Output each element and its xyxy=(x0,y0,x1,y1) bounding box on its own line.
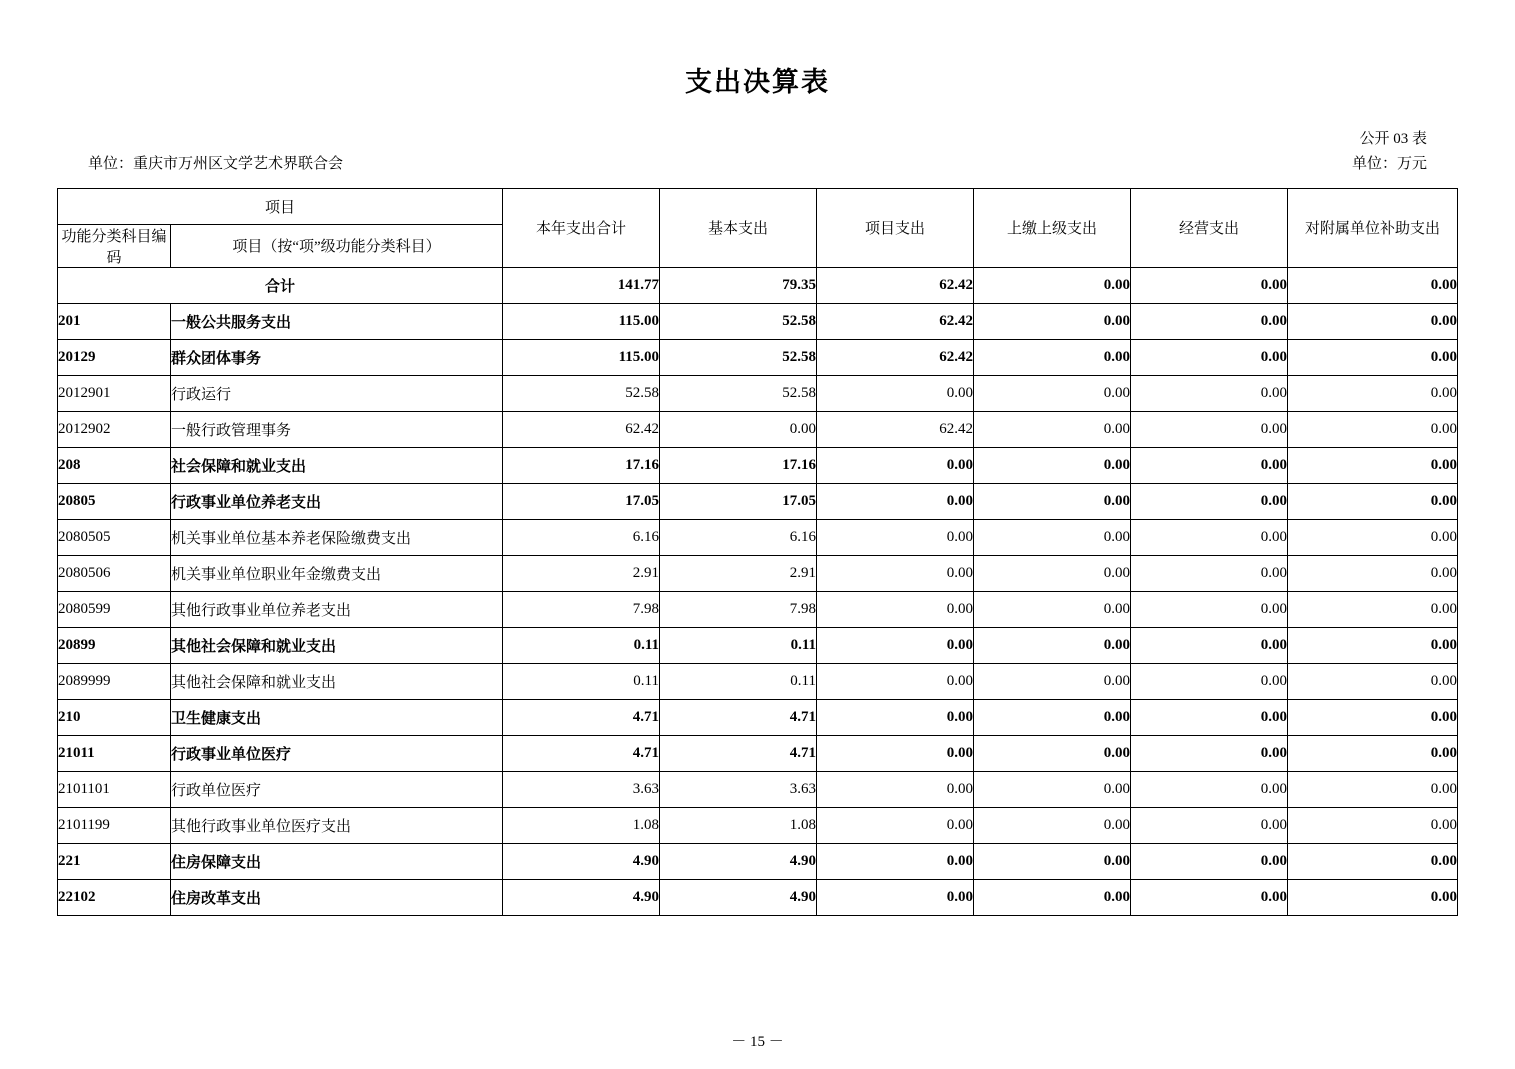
row-value-5: 0.00 xyxy=(1131,483,1288,519)
row-value-3: 0.00 xyxy=(817,519,974,555)
row-value-4: 0.00 xyxy=(974,339,1131,375)
row-value-3: 0.00 xyxy=(817,663,974,699)
header-col-total: 本年支出合计 xyxy=(503,188,660,267)
row-value-5: 0.00 xyxy=(1131,807,1288,843)
row-value-3: 0.00 xyxy=(817,735,974,771)
row-value-1: 17.05 xyxy=(503,483,660,519)
row-value-1: 1.08 xyxy=(503,807,660,843)
row-value-2: 1.08 xyxy=(660,807,817,843)
row-value-2: 17.05 xyxy=(660,483,817,519)
row-value-4: 0.00 xyxy=(974,555,1131,591)
row-value-6: 0.00 xyxy=(1288,771,1458,807)
row-code: 221 xyxy=(57,843,170,879)
row-value-4: 0.00 xyxy=(974,591,1131,627)
row-name: 其他行政事业单位养老支出 xyxy=(170,591,502,627)
row-name: 其他社会保障和就业支出 xyxy=(170,663,502,699)
row-value-2: 0.00 xyxy=(660,411,817,447)
row-name: 行政运行 xyxy=(170,375,502,411)
row-value-6: 0.00 xyxy=(1288,375,1458,411)
row-value-2: 52.58 xyxy=(660,375,817,411)
row-value-6: 0.00 xyxy=(1288,627,1458,663)
row-value-1: 0.11 xyxy=(503,663,660,699)
header-col-project: 项目支出 xyxy=(817,188,974,267)
header-col-name: 项目（按“项”级功能分类科目） xyxy=(170,224,502,267)
row-value-5: 0.00 xyxy=(1131,843,1288,879)
row-code: 2101199 xyxy=(57,807,170,843)
row-name: 群众团体事务 xyxy=(170,339,502,375)
table-row xyxy=(57,807,1457,843)
row-value-5: 0.00 xyxy=(1131,699,1288,735)
row-value-5: 0.00 xyxy=(1131,555,1288,591)
row-value-3: 62.42 xyxy=(817,411,974,447)
row-name: 社会保障和就业支出 xyxy=(170,447,502,483)
row-name: 行政事业单位医疗 xyxy=(170,735,502,771)
table-row xyxy=(57,879,1457,915)
row-name: 一般行政管理事务 xyxy=(170,411,502,447)
row-value-4: 0.00 xyxy=(974,483,1131,519)
row-value-3: 0.00 xyxy=(817,699,974,735)
row-value-4: 0.00 xyxy=(974,519,1131,555)
row-value-4: 0.00 xyxy=(974,879,1131,915)
row-value-6: 0.00 xyxy=(1288,591,1458,627)
row-value-3: 0.00 xyxy=(817,591,974,627)
row-value-6: 0.00 xyxy=(1288,555,1458,591)
table-row xyxy=(57,519,1457,555)
row-value-2: 52.58 xyxy=(660,339,817,375)
row-code: 2080599 xyxy=(57,591,170,627)
row-code: 22102 xyxy=(57,879,170,915)
header-col-upper: 上缴上级支出 xyxy=(974,188,1131,267)
row-value-5: 0.00 xyxy=(1131,771,1288,807)
row-value-6: 0.00 xyxy=(1288,519,1458,555)
row-value-1: 6.16 xyxy=(503,519,660,555)
row-value-1: 7.98 xyxy=(503,591,660,627)
table-row xyxy=(57,699,1457,735)
row-value-3: 0.00 xyxy=(817,447,974,483)
row-value-4: 0.00 xyxy=(974,735,1131,771)
table-row xyxy=(57,591,1457,627)
row-name: 行政事业单位养老支出 xyxy=(170,483,502,519)
row-value-4: 0.00 xyxy=(974,699,1131,735)
row-value-1: 62.42 xyxy=(503,411,660,447)
total-value-3: 62.42 xyxy=(817,267,974,303)
row-value-3: 0.00 xyxy=(817,843,974,879)
row-value-5: 0.00 xyxy=(1131,879,1288,915)
header-col-operating: 经营支出 xyxy=(1131,188,1288,267)
row-code: 2080505 xyxy=(57,519,170,555)
total-label: 合计 xyxy=(57,267,502,303)
row-value-6: 0.00 xyxy=(1288,879,1458,915)
row-code: 20899 xyxy=(57,627,170,663)
row-name: 其他行政事业单位医疗支出 xyxy=(170,807,502,843)
row-value-4: 0.00 xyxy=(974,627,1131,663)
row-value-1: 4.90 xyxy=(503,843,660,879)
row-name: 住房保障支出 xyxy=(170,843,502,879)
row-value-2: 17.16 xyxy=(660,447,817,483)
row-code: 2089999 xyxy=(57,663,170,699)
row-value-2: 4.90 xyxy=(660,879,817,915)
row-value-1: 0.11 xyxy=(503,627,660,663)
row-name: 行政单位医疗 xyxy=(170,771,502,807)
row-value-4: 0.00 xyxy=(974,807,1131,843)
table-row xyxy=(57,663,1457,699)
table-header xyxy=(57,188,1457,267)
row-code: 210 xyxy=(57,699,170,735)
row-value-6: 0.00 xyxy=(1288,699,1458,735)
header-col-code: 功能分类科目编码 xyxy=(57,224,170,267)
row-value-5: 0.00 xyxy=(1131,519,1288,555)
row-value-6: 0.00 xyxy=(1288,483,1458,519)
row-value-3: 0.00 xyxy=(817,771,974,807)
amount-unit-label: 单位：万元 xyxy=(1351,156,1427,172)
row-value-2: 4.90 xyxy=(660,843,817,879)
row-value-1: 4.90 xyxy=(503,879,660,915)
table-row xyxy=(57,411,1457,447)
total-value-1: 141.77 xyxy=(503,267,660,303)
row-value-1: 2.91 xyxy=(503,555,660,591)
row-value-6: 0.00 xyxy=(1288,735,1458,771)
row-value-5: 0.00 xyxy=(1131,411,1288,447)
row-code: 2012901 xyxy=(57,375,170,411)
table-row-total xyxy=(57,267,1457,303)
unit-line xyxy=(0,148,1515,178)
header-col-basic: 基本支出 xyxy=(660,188,817,267)
header-group-item: 项目 xyxy=(57,188,502,224)
table-row xyxy=(57,375,1457,411)
total-value-4: 0.00 xyxy=(974,267,1131,303)
page-number: － 15 － xyxy=(731,1034,784,1050)
table-row xyxy=(57,555,1457,591)
row-code: 2080506 xyxy=(57,555,170,591)
row-code: 21011 xyxy=(57,735,170,771)
row-code: 20805 xyxy=(57,483,170,519)
table-body xyxy=(57,267,1457,915)
row-name: 其他社会保障和就业支出 xyxy=(170,627,502,663)
table-row xyxy=(57,627,1457,663)
row-value-5: 0.00 xyxy=(1131,591,1288,627)
row-value-6: 0.00 xyxy=(1288,843,1458,879)
table-row xyxy=(57,843,1457,879)
row-value-4: 0.00 xyxy=(974,663,1131,699)
row-code: 2012902 xyxy=(57,411,170,447)
table-row xyxy=(57,483,1457,519)
total-value-6: 0.00 xyxy=(1288,267,1458,303)
row-value-3: 62.42 xyxy=(817,303,974,339)
row-value-4: 0.00 xyxy=(974,447,1131,483)
row-name: 机关事业单位基本养老保险缴费支出 xyxy=(170,519,502,555)
table-row xyxy=(57,339,1457,375)
total-value-2: 79.35 xyxy=(660,267,817,303)
org-label: 单位：重庆市万州区文学艺术界联合会 xyxy=(88,156,344,172)
row-value-3: 0.00 xyxy=(817,375,974,411)
row-value-6: 0.00 xyxy=(1288,663,1458,699)
row-name: 卫生健康支出 xyxy=(170,699,502,735)
row-value-4: 0.00 xyxy=(974,411,1131,447)
row-value-2: 4.71 xyxy=(660,699,817,735)
row-value-2: 7.98 xyxy=(660,591,817,627)
row-value-1: 3.63 xyxy=(503,771,660,807)
row-value-6: 0.00 xyxy=(1288,447,1458,483)
row-value-5: 0.00 xyxy=(1131,303,1288,339)
row-value-2: 0.11 xyxy=(660,627,817,663)
row-value-5: 0.00 xyxy=(1131,663,1288,699)
sheet-label: 公开 03 表 xyxy=(1359,131,1427,147)
total-value-5: 0.00 xyxy=(1131,267,1288,303)
row-value-2: 0.11 xyxy=(660,663,817,699)
header-col-subsidy: 对附属单位补助支出 xyxy=(1288,188,1458,267)
row-value-2: 3.63 xyxy=(660,771,817,807)
row-value-2: 6.16 xyxy=(660,519,817,555)
row-value-4: 0.00 xyxy=(974,843,1131,879)
row-value-2: 52.58 xyxy=(660,303,817,339)
row-name: 一般公共服务支出 xyxy=(170,303,502,339)
row-value-5: 0.00 xyxy=(1131,375,1288,411)
row-code: 201 xyxy=(57,303,170,339)
row-value-2: 2.91 xyxy=(660,555,817,591)
row-value-1: 4.71 xyxy=(503,735,660,771)
row-value-4: 0.00 xyxy=(974,771,1131,807)
row-code: 208 xyxy=(57,447,170,483)
row-value-2: 4.71 xyxy=(660,735,817,771)
row-value-3: 0.00 xyxy=(817,627,974,663)
row-value-5: 0.00 xyxy=(1131,339,1288,375)
row-value-4: 0.00 xyxy=(974,375,1131,411)
table-row xyxy=(57,771,1457,807)
row-value-5: 0.00 xyxy=(1131,447,1288,483)
table-row xyxy=(57,447,1457,483)
row-value-6: 0.00 xyxy=(1288,807,1458,843)
row-value-6: 0.00 xyxy=(1288,411,1458,447)
row-value-3: 62.42 xyxy=(817,339,974,375)
row-value-1: 115.00 xyxy=(503,339,660,375)
row-value-5: 0.00 xyxy=(1131,627,1288,663)
row-value-3: 0.00 xyxy=(817,807,974,843)
row-name: 住房改革支出 xyxy=(170,879,502,915)
row-value-5: 0.00 xyxy=(1131,735,1288,771)
row-value-4: 0.00 xyxy=(974,303,1131,339)
row-value-1: 17.16 xyxy=(503,447,660,483)
row-value-1: 115.00 xyxy=(503,303,660,339)
row-value-1: 52.58 xyxy=(503,375,660,411)
row-code: 2101101 xyxy=(57,771,170,807)
row-value-1: 4.71 xyxy=(503,699,660,735)
page-title: 支出决算表 xyxy=(685,67,830,97)
expenditure-table xyxy=(57,188,1458,916)
table-row xyxy=(57,735,1457,771)
row-value-6: 0.00 xyxy=(1288,339,1458,375)
row-name: 机关事业单位职业年金缴费支出 xyxy=(170,555,502,591)
row-value-3: 0.00 xyxy=(817,555,974,591)
row-value-3: 0.00 xyxy=(817,483,974,519)
row-code: 20129 xyxy=(57,339,170,375)
row-value-6: 0.00 xyxy=(1288,303,1458,339)
row-value-3: 0.00 xyxy=(817,879,974,915)
table-row xyxy=(57,303,1457,339)
